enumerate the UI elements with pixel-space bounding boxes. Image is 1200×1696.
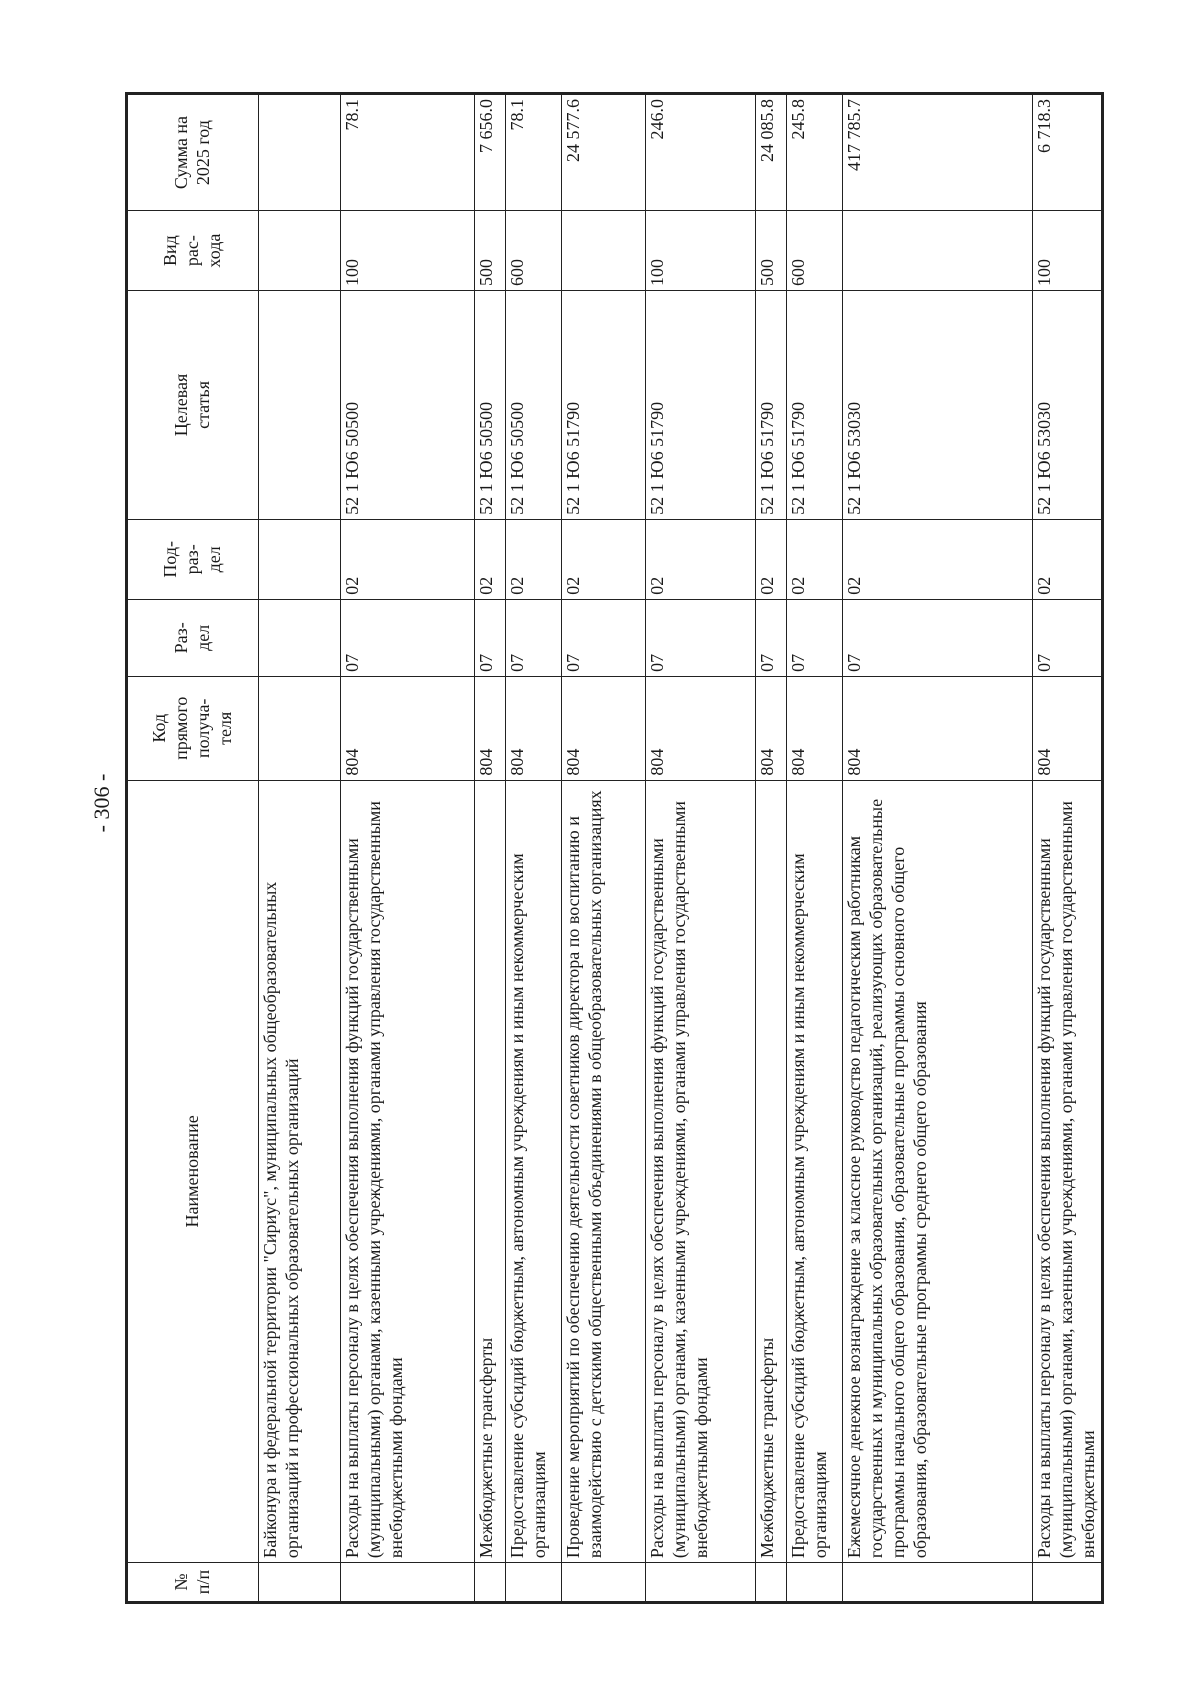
cell-name: Ежемесячное денежное вознаграждение за классное руководство педагогическим работникам государственных и муниципальных образовательных организаций, реализующих образовательные программы начального общего образования, образовательные программы основного общего образования, образовательные программы среднего общего образования [843,780,1033,1562]
header-line: Вид [160,235,181,266]
cell-name: Межбюджетные трансферты [475,780,506,1562]
cell-sum: 6 718.3 [1033,94,1103,211]
header-line: дел [193,624,213,651]
cell-sum: 246.0 [646,94,756,211]
cell-recipient: 804 [843,676,1033,780]
cell-recipient: 804 [341,676,475,780]
table-row [843,94,1033,1603]
header-sum-2025 [127,94,259,211]
table-row [259,94,341,1603]
table-row [341,94,475,1603]
header-line: статья [193,380,213,429]
cell-subsection: 02 [506,519,562,599]
cell-recipient: 804 [562,676,646,780]
header-recipient-code [127,676,259,780]
header-line: дел [203,546,224,573]
cell-no [259,1563,341,1603]
table-row [1033,94,1103,1603]
header-line: получа- [193,698,213,758]
cell-subsection: 02 [756,519,787,599]
table-rotator [125,92,1098,1604]
cell-section: 07 [1033,599,1103,676]
cell-no [787,1563,843,1603]
cell-expense: 600 [506,211,562,291]
header-expense-type [127,211,259,291]
cell-name: Байконура и федеральной территории "Сириус", муниципальных общеобразовательных организаций и профессиональных образовательных организаций [259,780,341,1562]
cell-subsection [259,519,341,599]
cell-no [756,1563,787,1603]
cell-target: 52 1 Ю6 51790 [787,291,843,520]
cell-recipient: 804 [475,676,506,780]
header-line: рас- [182,235,203,267]
cell-sum: 78.1 [506,94,562,211]
table-row [646,94,756,1603]
cell-recipient: 804 [787,676,843,780]
table-body [259,94,1103,1603]
cell-subsection: 02 [475,519,506,599]
cell-section [259,599,341,676]
cell-section: 07 [756,599,787,676]
cell-section: 07 [475,599,506,676]
cell-target: 52 1 Ю6 53030 [1033,291,1103,520]
cell-section: 07 [562,599,646,676]
cell-section: 07 [843,599,1033,676]
cell-no [506,1563,562,1603]
cell-subsection: 02 [1033,519,1103,599]
cell-target: 52 1 Ю6 50500 [341,291,475,520]
cell-target: 52 1 Ю6 51790 [562,291,646,520]
table-row [562,94,646,1603]
cell-section: 07 [341,599,475,676]
cell-subsection: 02 [562,519,646,599]
cell-expense: 100 [1033,211,1103,291]
cell-expense [259,211,341,291]
cell-no [646,1563,756,1603]
cell-name: Предоставление субсидий бюджетным, автономным учреждениям и иным некоммерческим организациям [506,780,562,1562]
cell-no [475,1563,506,1603]
header-target-article [127,291,259,520]
cell-no [843,1563,1033,1603]
cell-section: 07 [506,599,562,676]
header-line: 2025 год [193,120,213,186]
budget-table [125,92,1104,1604]
cell-expense: 100 [646,211,756,291]
header-line: теля [214,711,235,745]
cell-expense [843,211,1033,291]
cell-expense: 100 [341,211,475,291]
cell-subsection: 02 [787,519,843,599]
cell-target [259,291,341,520]
cell-sum: 417 785.7 [843,94,1033,211]
header-line: Раз- [171,622,192,654]
cell-target: 52 1 Ю6 51790 [756,291,787,520]
cell-recipient: 804 [756,676,787,780]
header-no [127,1563,259,1603]
page-number: - 306 - [89,773,114,833]
table-header-row [127,94,259,1603]
cell-sum: 24 085.8 [756,94,787,211]
cell-expense: 500 [475,211,506,291]
table-row [475,94,506,1603]
cell-name: Расходы на выплаты персоналу в целях обеспечения выполнения функций государственными (муниципальными) органами, казенными учреждениями, органами управления государственными внебюджетными фондами [646,780,756,1562]
header-line: раз- [182,544,203,575]
table-row [506,94,562,1603]
cell-subsection: 02 [341,519,475,599]
cell-expense: 600 [787,211,843,291]
header-line: Наименование [182,1115,203,1228]
cell-subsection: 02 [843,519,1033,599]
table-row [787,94,843,1603]
header-line: Код [149,713,170,743]
header-line: хода [203,233,224,268]
cell-name: Расходы на выплаты персоналу в целях обеспечения выполнения функций государственными (муниципальными) органами, казенными учреждениями, органами управления государственными внебюджетными фондами [341,780,475,1562]
cell-subsection: 02 [646,519,756,599]
header-line: Целевая [171,373,192,437]
cell-recipient: 804 [1033,676,1103,780]
header-subsection [127,519,259,599]
cell-name: Расходы на выплаты персоналу в целях обеспечения выполнения функций государственными (муниципальными) органами, казенными учреждениями, органами управления государственными внебюджетными [1033,780,1103,1562]
cell-name: Межбюджетные трансферты [756,780,787,1562]
cell-expense: 500 [756,211,787,291]
header-line: № [171,1573,192,1591]
header-line: Сумма на [171,116,192,190]
cell-no [1033,1563,1103,1603]
header-line: Под- [160,540,181,578]
cell-target: 52 1 Ю6 51790 [646,291,756,520]
cell-name: Предоставление субсидий бюджетным, автономным учреждениям и иным некоммерческим организациям [787,780,843,1562]
cell-expense [562,211,646,291]
cell-sum: 24 577.6 [562,94,646,211]
cell-sum: 78.1 [341,94,475,211]
cell-section: 07 [646,599,756,676]
cell-no [562,1563,646,1603]
header-name [127,780,259,1562]
header-line: п/п [193,1569,213,1595]
cell-sum: 7 656.0 [475,94,506,211]
cell-name: Проведение мероприятий по обеспечению деятельности советников директора по воспитанию и взаимодействию с детскими общественными объединениями в общеобразовательных организациях [562,780,646,1562]
cell-target: 52 1 Ю6 50500 [475,291,506,520]
cell-sum [259,94,341,211]
cell-target: 52 1 Ю6 50500 [506,291,562,520]
cell-recipient [259,676,341,780]
header-line: прямого [171,696,192,760]
cell-recipient: 804 [646,676,756,780]
cell-recipient: 804 [506,676,562,780]
table-row [756,94,787,1603]
header-section [127,599,259,676]
cell-target: 52 1 Ю6 53030 [843,291,1033,520]
cell-no [341,1563,475,1603]
cell-sum: 245.8 [787,94,843,211]
cell-section: 07 [787,599,843,676]
